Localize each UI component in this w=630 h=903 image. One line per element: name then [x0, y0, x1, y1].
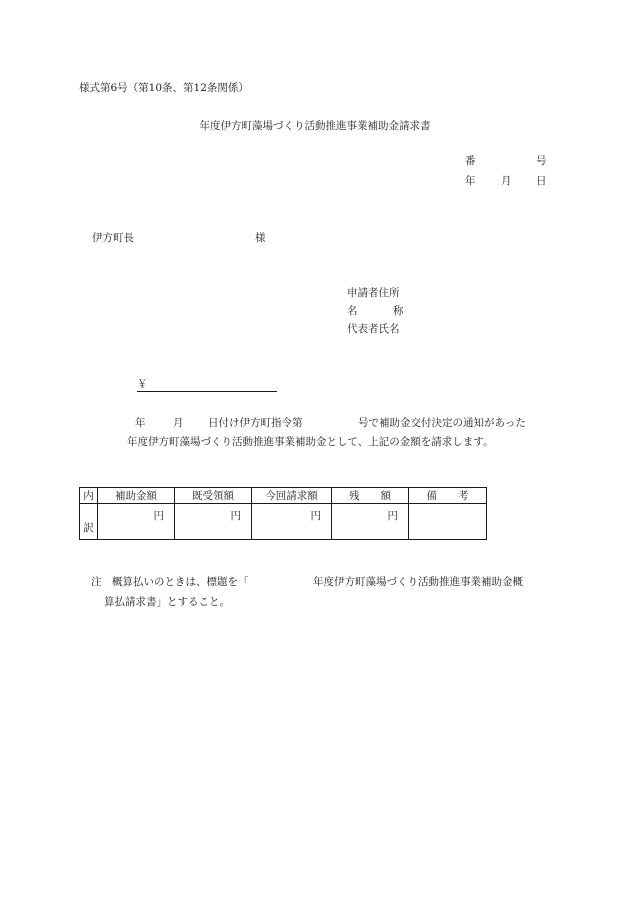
received-amount-cell: 円: [175, 504, 252, 540]
breakdown-table: [79, 487, 487, 540]
breakdown-side-label-top: 内: [80, 488, 98, 504]
body-number-text: 号で補助金交付決定の通知があった: [358, 417, 526, 429]
subsidy-amount-cell: 円: [98, 504, 175, 540]
remaining-cell: 円: [332, 504, 409, 540]
body-year-label: 年: [135, 417, 146, 429]
current-request-cell: 円: [252, 504, 332, 540]
reference-number-suffix: 号: [536, 155, 547, 167]
header-subsidy-amount: 補助金額: [98, 488, 175, 504]
note-line-1-end: 年度伊方町藻場づくり活動推進事業補助金概: [313, 576, 523, 588]
body-line-2: 年度伊方町藻場づくり活動推進事業補助金として、上記の金額を請求します。: [127, 436, 494, 448]
date-year-label: 年: [465, 175, 476, 187]
applicant-representative-label: 代表者氏名: [347, 323, 400, 335]
applicant-name-label-first: 名: [347, 305, 358, 317]
addressee-name: 伊方町長: [92, 232, 134, 244]
addressee-honorific: 様: [255, 232, 266, 244]
date-month-label: 月: [501, 175, 512, 187]
reference-number-label: 番: [465, 155, 476, 167]
applicant-name-label-second: 称: [393, 305, 404, 317]
header-remaining: 残 額: [332, 488, 409, 504]
breakdown-value-row: [80, 504, 487, 540]
note-line-2: 算払請求書」とすること。: [104, 596, 230, 608]
currency-symbol: ￥: [137, 378, 148, 390]
document-title: 年度伊方町藻場づくり活動推進事業補助金請求書: [199, 120, 431, 132]
date-day-label: 日: [536, 175, 547, 187]
breakdown-header-row: [80, 488, 487, 504]
note-line-1-start: 注 概算払いのときは、標題を「: [91, 576, 249, 588]
body-month-label: 月: [173, 417, 184, 429]
amount-field: [137, 379, 277, 392]
header-received-amount: 既受領額: [175, 488, 252, 504]
applicant-address-label: 申請者住所: [347, 287, 400, 299]
header-remarks: 備 考: [409, 488, 487, 504]
remarks-cell: [409, 504, 487, 540]
header-current-request: 今回請求額: [252, 488, 332, 504]
body-dated-text: 日付け伊方町指令第: [208, 417, 303, 429]
breakdown-side-label-bottom: 訳: [80, 504, 98, 540]
form-number: 様式第6号（第10条、第12条関係）: [79, 82, 249, 94]
